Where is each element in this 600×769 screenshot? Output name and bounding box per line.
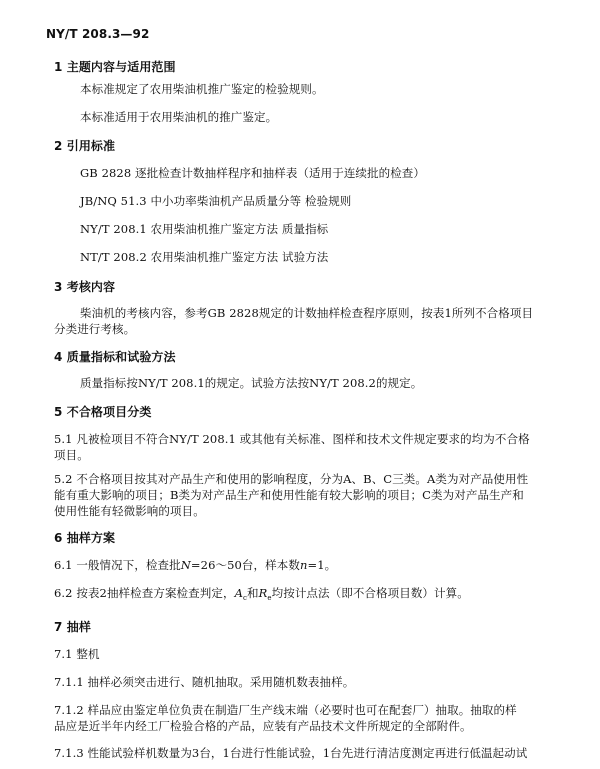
- clause-7-1-2-line-1: 7.1.2 样品应由鉴定单位负责在制造厂生产线末端（必要时也可在配套厂）抽取。抽取的样: [54, 703, 517, 717]
- rejection-number-symbol: R: [258, 586, 268, 600]
- section-4-para-1: 质量指标按NY/T 208.1的规定。试验方法按NY/T 208.2的规定。: [80, 376, 423, 390]
- clause-7-1-1: 7.1.1 抽样必须突击进行、随机抽取。采用随机数表抽样。: [54, 675, 355, 689]
- section-1-para-1: 本标准规定了农用柴油机推广鉴定的检验规则。: [80, 82, 324, 96]
- sample-size-symbol: n: [299, 558, 308, 572]
- section-4-title: 4 质量指标和试验方法: [54, 350, 176, 364]
- clause-5-1-line-2: 项目。: [54, 448, 89, 462]
- reference-item: GB 2828 逐批检查计数抽样程序和抽样表（适用于连续批的检查）: [80, 166, 426, 180]
- section-2-title: 2 引用标准: [54, 139, 116, 153]
- acceptance-number-symbol: A: [234, 586, 243, 600]
- clause-7-1-2-line-2: 品应是近半年内经工厂检验合格的产品，应装有产品技术文件所规定的全部附件。: [54, 719, 472, 733]
- reference-item: NY/T 208.1 农用柴油机推广鉴定方法 质量指标: [80, 222, 329, 236]
- clause-5-2-line-3: 使用性能有轻微影响的项目。: [54, 504, 205, 518]
- reference-item: JB/NQ 51.3 中小功率柴油机产品质量分等 检验规则: [80, 194, 352, 208]
- section-5-title: 5 不合格项目分类: [54, 405, 152, 419]
- section-1-para-2: 本标准适用于农用柴油机的推广鉴定。: [80, 110, 278, 124]
- clause-5-2-line-1: 5.2 不合格项目按其对产品生产和使用的影响程度，分为A、B、C三类。A类为对产品使用性: [54, 472, 529, 486]
- section-3-title: 3 考核内容: [54, 280, 116, 294]
- section-3-line-2: 分类进行考核。: [54, 322, 136, 336]
- section-7-title: 7 抽样: [54, 620, 91, 634]
- clause-7-1-3-line-1: 7.1.3 性能试验样机数量为3台，1台进行性能试验，1台先进行清洁度测定再进行低温起动试: [54, 746, 528, 760]
- standard-code: NY/T 208.3—92: [46, 27, 150, 41]
- section-3-line-1: 柴油机的考核内容，参考GB 2828规定的计数抽样检查程序原则，按表1所列不合格项目: [80, 306, 534, 320]
- clause-6-2: 6.2 按表2抽样检查方案检查判定，$A_c$和$R_e$均按计点法（即不合格项目数）计算。: [54, 586, 469, 602]
- clause-5-1-line-1: 5.1 凡被检项目不符合NY/T 208.1 或其他有关标准、图样和技术文件规定要求的均为不合格: [54, 432, 530, 446]
- clause-5-2-line-2: 能有重大影响的项目；B类为对产品生产和使用性能有较大影响的项目；C类为对产品生产和: [54, 488, 524, 502]
- lot-size-symbol: N: [180, 558, 191, 572]
- clause-7-1: 7.1 整机: [54, 647, 100, 661]
- section-6-title: 6 抽样方案: [54, 531, 116, 545]
- reference-item: NT/T 208.2 农用柴油机推广鉴定方法 试验方法: [80, 250, 329, 264]
- clause-6-1: 6.1 一般情况下，检查批N=26～50台，样本数n=1。: [54, 558, 337, 572]
- section-1-title: 1 主题内容与适用范围: [54, 60, 176, 74]
